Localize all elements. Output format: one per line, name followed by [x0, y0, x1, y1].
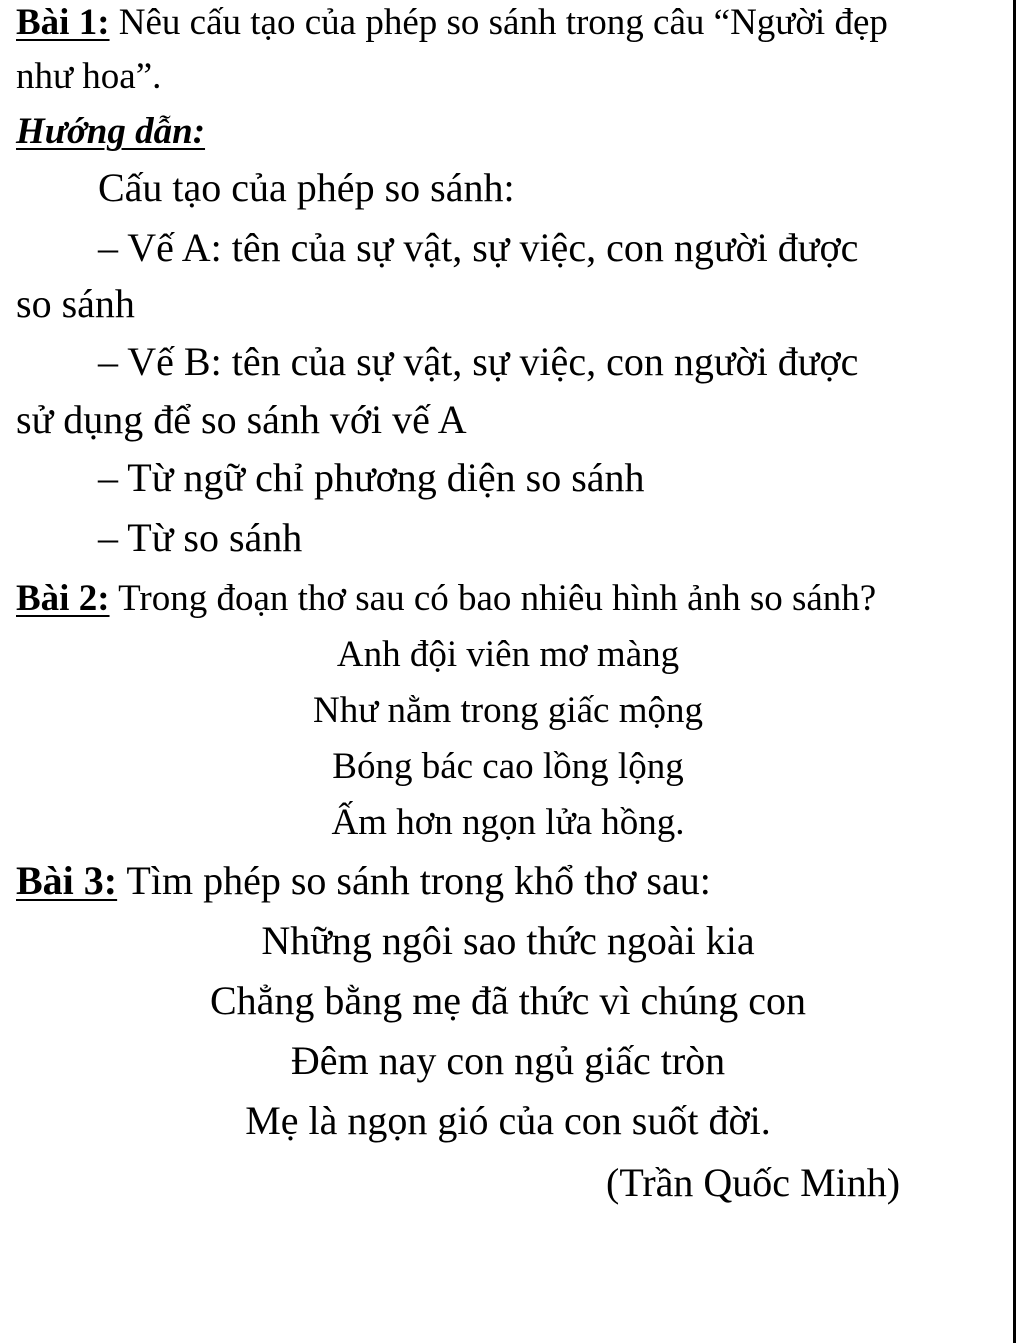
guide-intro: Cấu tạo của phép so sánh: — [98, 165, 515, 210]
poem-author: (Trần Quốc Minh) — [606, 1160, 901, 1205]
exercise-3-question-text: Tìm phép so sánh trong khổ thơ sau: — [117, 858, 711, 903]
exercise-1-question-line-1 — [16, 4, 888, 41]
guide-label: Hướng dẫn: — [16, 111, 206, 152]
exercise-2-poem-line: Anh đội viên mơ màng — [336, 634, 680, 675]
exercise-3-question — [16, 858, 711, 903]
guide-part-a-line-2: so sánh — [16, 281, 135, 326]
exercise-1-label: Bài 1: — [16, 2, 110, 43]
guide-part-d: – Từ so sánh — [98, 515, 303, 560]
guide-part-b-line-1: – Vế B: tên của sự vật, sự việc, con người được — [98, 339, 859, 384]
exercise-2-poem-line: Bóng bác cao lồng lộng — [332, 746, 684, 787]
guide-part-a-line-1: – Vế A: tên của sự vật, sự việc, con người được — [98, 225, 859, 270]
guide-part-b-line-2: sử dụng để so sánh với vế A — [16, 397, 467, 442]
exercise-3-poem-line: Những ngôi sao thức ngoài kia — [261, 918, 755, 963]
exercise-3-poem-line: Mẹ là ngọn gió của con suốt đời. — [245, 1098, 771, 1143]
exercise-3-poem-line: Đêm nay con ngủ giấc tròn — [290, 1038, 726, 1083]
exercise-2-poem-line: Như nằm trong giấc mộng — [313, 690, 703, 731]
guide-part-c: – Từ ngữ chỉ phương diện so sánh — [98, 455, 645, 500]
exercise-2-question-text: Trong đoạn thơ sau có bao nhiêu hình ảnh so sánh? — [109, 578, 877, 619]
exercise-3-poem-line: Chẳng bằng mẹ đã thức vì chúng con — [210, 978, 806, 1023]
exercise-1-question-text: Nêu cấu tạo của phép so sánh trong câu “Người đẹp — [109, 2, 888, 43]
exercise-2-label: Bài 2: — [16, 578, 110, 619]
guide-heading — [16, 113, 205, 150]
exercise-1-question-line-2: như hoa”. — [16, 56, 162, 97]
exercise-2-question — [16, 580, 876, 617]
exercise-3-label: Bài 3: — [16, 858, 118, 903]
exercise-2-poem-line: Ấm hơn ngọn lửa hồng. — [331, 802, 685, 843]
